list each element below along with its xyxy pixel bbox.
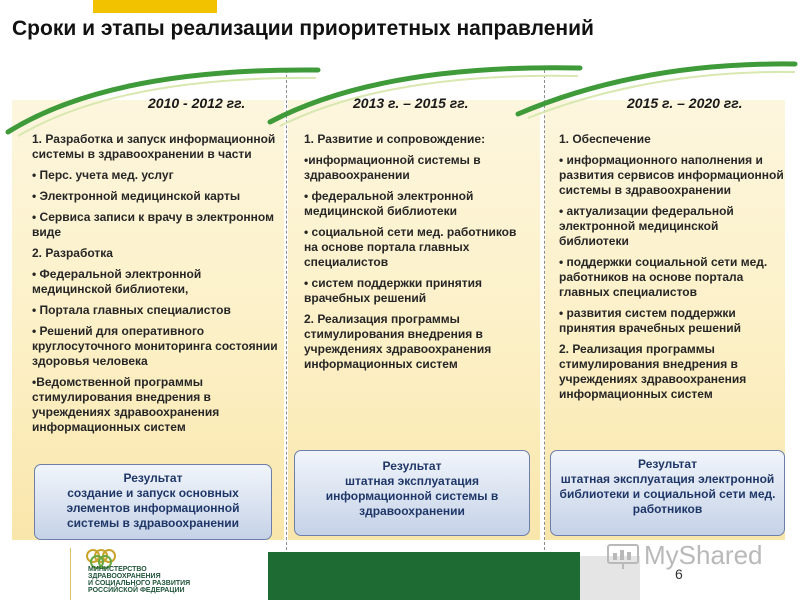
column-1-item: • Электронной медицинской карты bbox=[32, 189, 241, 203]
result-heading: Результат bbox=[638, 457, 697, 471]
result-box-3 bbox=[550, 450, 785, 536]
presentation-icon bbox=[606, 541, 640, 571]
column-2-item: • систем поддержки принятия врачебных решений bbox=[304, 276, 483, 305]
ministry-line: МИНИСТЕРСТВО bbox=[88, 566, 147, 573]
column-1-item: •Ведомственной программы стимулирования внедрения в учреждениях здравоохранения информационных систем bbox=[32, 375, 220, 434]
footer-green-bar bbox=[268, 552, 580, 600]
column-3-item: 2. Реализация программы стимулирования внедрения в учреждениях здравоохранения информационных систем bbox=[559, 342, 747, 401]
result-text: создание и запуск основных элементов информационной системы в здравоохранении bbox=[66, 486, 240, 530]
ministry-line: И СОЦИАЛЬНОГО РАЗВИТИЯ bbox=[88, 580, 191, 587]
column-2-item: 2. Реализация программы стимулирования внедрения в учреждениях здравоохранения информационных систем bbox=[304, 312, 492, 371]
column-1-item: • Решений для оперативного круглосуточного мониторинга состоянии здоровья человека bbox=[32, 324, 278, 368]
footer-divider bbox=[70, 548, 71, 600]
column-2-item: • социальной сети мед. работников на основе портала главных специалистов bbox=[304, 225, 517, 269]
column-1-item: • Федеральной электронной медицинской библиотеки, bbox=[32, 267, 202, 296]
top-accent-bar bbox=[93, 0, 217, 13]
result-box-2 bbox=[294, 450, 530, 536]
watermark bbox=[606, 540, 763, 571]
watermark-text: MyShared bbox=[644, 540, 763, 570]
page-number: 6 bbox=[675, 566, 683, 582]
column-3-item: 1. Обеспечение bbox=[559, 132, 651, 146]
column-2-item: 1. Развитие и сопровождение: bbox=[304, 132, 486, 146]
ministry-line: ЗДРАВООХРАНЕНИЯ bbox=[88, 573, 161, 580]
column-text-3 bbox=[559, 132, 785, 408]
column-1-item: • Перс. учета мед. услуг bbox=[32, 168, 174, 182]
column-text-1 bbox=[32, 132, 282, 441]
period-label-1: 2010 - 2012 гг. bbox=[148, 95, 246, 111]
column-text-2 bbox=[304, 132, 530, 378]
result-text: штатная эксплуатация информационной системы в здравоохранении bbox=[325, 474, 499, 518]
result-heading: Результат bbox=[382, 459, 442, 473]
period-label-2: 2013 г. – 2015 гг. bbox=[353, 95, 469, 111]
column-1-item: • Сервиса записи к врачу в электронном виде bbox=[32, 210, 274, 239]
result-heading: Результат bbox=[123, 471, 183, 485]
slide-title: Сроки и этапы реализации приоритетных направлений bbox=[12, 17, 594, 40]
column-3-item: • развития систем поддержки принятия врачебных решений bbox=[559, 306, 741, 335]
ministry-line: РОССИЙСКОЙ ФЕДЕРАЦИИ bbox=[88, 587, 185, 594]
column-2-item: • федеральной электронной медицинской библиотеки bbox=[304, 189, 474, 218]
result-text: штатная эксплуатация электронной библиотеки и социальной сети мед. работников bbox=[559, 472, 776, 516]
column-1-item: 2. Разработка bbox=[32, 246, 113, 260]
ministry-name bbox=[88, 566, 190, 594]
column-3-item: • актуализации федеральной электронной медицинской библиотеки bbox=[559, 204, 734, 248]
result-box-1 bbox=[34, 464, 272, 540]
period-label-3: 2015 г. – 2020 гг. bbox=[627, 95, 743, 111]
column-2-item: •информационной системы в здравоохранении bbox=[304, 153, 481, 182]
column-3-item: • поддержки социальной сети мед. работников на основе портала главных специалистов bbox=[559, 255, 768, 299]
column-1-item: • Портала главных специалистов bbox=[32, 303, 231, 317]
column-1-item: 1. Разработка и запуск информационной системы в здравоохранении в части bbox=[32, 132, 276, 161]
column-3-item: • информационного наполнения и развития сервисов информационной системы в здравоохранении bbox=[559, 153, 784, 197]
